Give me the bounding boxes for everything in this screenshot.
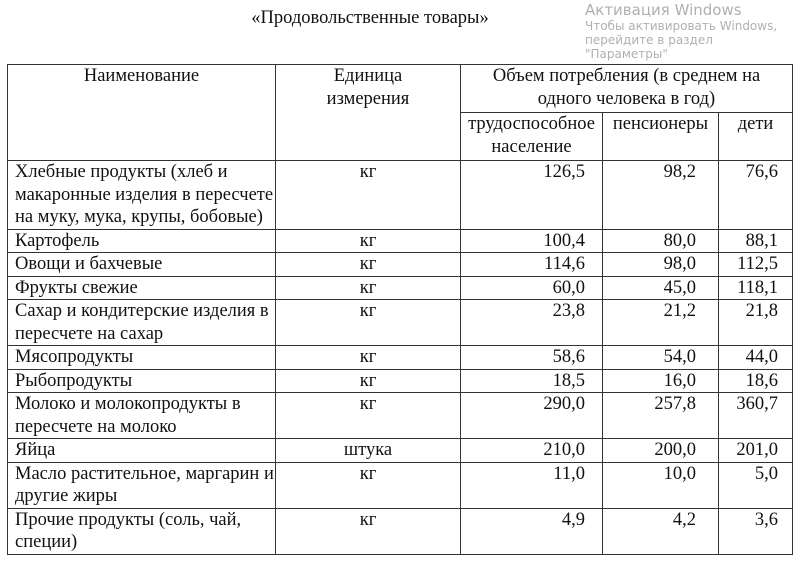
header-children: дети <box>719 113 793 161</box>
cell-pensioners: 21,2 <box>603 300 719 346</box>
cell-unit: кг <box>276 346 461 370</box>
cell-children: 5,0 <box>719 462 793 508</box>
header-working: трудоспособное население <box>461 113 603 161</box>
cell-children: 118,1 <box>719 276 793 300</box>
watermark-line2: Чтобы активировать Windows, перейдите в раздел <box>585 19 778 47</box>
cell-unit: кг <box>276 253 461 277</box>
watermark-line3: "Параметры" <box>585 47 668 61</box>
cell-pensioners: 16,0 <box>603 369 719 393</box>
header-volume: Объем потребления (в среднем на одного человека в год) <box>461 65 793 113</box>
cell-pensioners: 45,0 <box>603 276 719 300</box>
cell-children: 21,8 <box>719 300 793 346</box>
cell-working: 18,5 <box>461 369 603 393</box>
cell-children: 360,7 <box>719 393 793 439</box>
cell-pensioners: 200,0 <box>603 439 719 463</box>
cell-pensioners: 80,0 <box>603 229 719 253</box>
table-row <box>8 253 793 277</box>
cell-name: Картофель <box>8 229 276 253</box>
cell-name: Овощи и бахчевые <box>8 253 276 277</box>
cell-name: Прочие продукты (соль, чай, специи) <box>8 508 276 554</box>
cell-name: Молоко и молокопродукты в пересчете на молоко <box>8 393 276 439</box>
cell-children: 44,0 <box>719 346 793 370</box>
table-row <box>8 229 793 253</box>
document-title: «Продовольственные товары» <box>251 8 489 28</box>
header-pensioners: пенсионеры <box>603 113 719 161</box>
cell-unit: кг <box>276 462 461 508</box>
table-row <box>8 508 793 554</box>
cell-unit: кг <box>276 508 461 554</box>
cell-unit: кг <box>276 229 461 253</box>
table-row <box>8 439 793 463</box>
table-row <box>8 300 793 346</box>
cell-pensioners: 98,0 <box>603 253 719 277</box>
table-row <box>8 462 793 508</box>
cell-working: 210,0 <box>461 439 603 463</box>
header-unit: Единица измерения <box>276 65 461 161</box>
cell-pensioners: 10,0 <box>603 462 719 508</box>
table-row <box>8 161 793 230</box>
food-consumption-table <box>7 64 793 555</box>
table-row <box>8 369 793 393</box>
cell-working: 100,4 <box>461 229 603 253</box>
cell-children: 201,0 <box>719 439 793 463</box>
cell-pensioners: 98,2 <box>603 161 719 230</box>
cell-children: 3,6 <box>719 508 793 554</box>
cell-working: 126,5 <box>461 161 603 230</box>
cell-pensioners: 54,0 <box>603 346 719 370</box>
cell-unit: штука <box>276 439 461 463</box>
cell-unit: кг <box>276 161 461 230</box>
cell-working: 11,0 <box>461 462 603 508</box>
cell-working: 23,8 <box>461 300 603 346</box>
watermark-line1: Активация Windows <box>585 1 742 19</box>
cell-working: 4,9 <box>461 508 603 554</box>
cell-working: 114,6 <box>461 253 603 277</box>
cell-name: Масло растительное, маргарин и другие жиры <box>8 462 276 508</box>
table-row <box>8 346 793 370</box>
cell-pensioners: 4,2 <box>603 508 719 554</box>
cell-name: Мясопродукты <box>8 346 276 370</box>
cell-children: 88,1 <box>719 229 793 253</box>
cell-pensioners: 257,8 <box>603 393 719 439</box>
table-row <box>8 393 793 439</box>
cell-name: Яйца <box>8 439 276 463</box>
cell-children: 112,5 <box>719 253 793 277</box>
cell-children: 18,6 <box>719 369 793 393</box>
cell-children: 76,6 <box>719 161 793 230</box>
table-row <box>8 276 793 300</box>
cell-unit: кг <box>276 276 461 300</box>
cell-unit: кг <box>276 369 461 393</box>
windows-activation-watermark <box>585 2 795 61</box>
cell-unit: кг <box>276 300 461 346</box>
cell-name: Сахар и кондитерские изделия в пересчете на сахар <box>8 300 276 346</box>
cell-name: Рыбопродукты <box>8 369 276 393</box>
header-name: Наименование <box>8 65 276 161</box>
cell-unit: кг <box>276 393 461 439</box>
cell-name: Фрукты свежие <box>8 276 276 300</box>
cell-working: 60,0 <box>461 276 603 300</box>
cell-working: 290,0 <box>461 393 603 439</box>
cell-name: Хлебные продукты (хлеб и макаронные изделия в пересчете на муку, мука, крупы, бобовые) <box>8 161 276 230</box>
cell-working: 58,6 <box>461 346 603 370</box>
